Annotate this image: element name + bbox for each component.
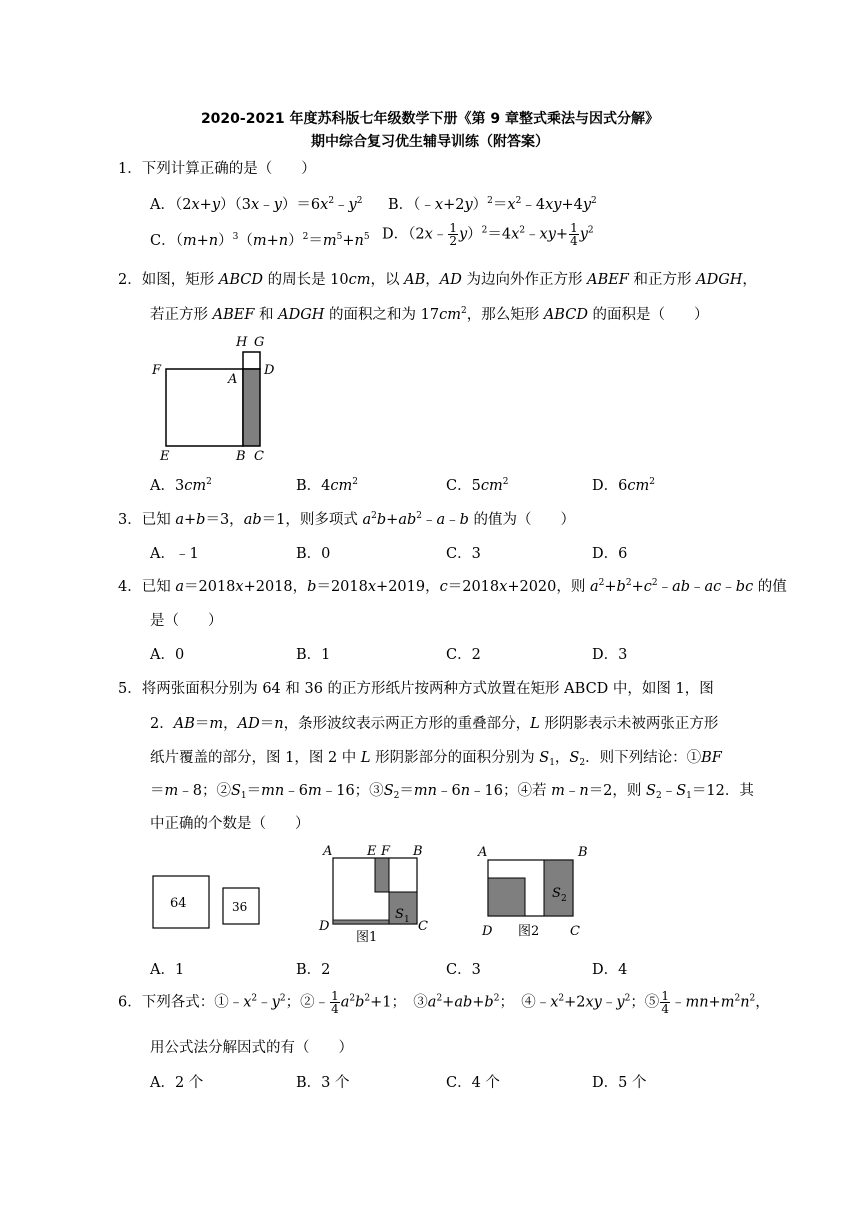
svg-text:1: 1 [404, 915, 410, 925]
svg-text:2: 2 [561, 894, 567, 904]
q6-option-c: C．4 个 [446, 1075, 500, 1091]
label-f: F [152, 363, 162, 378]
doc-title-line1: 2020-2021 年度苏科版七年级数学下册《第 9 章整式乘法与因式分解》 [200, 111, 660, 127]
q1-option-a: A．$(2x+y)(3x﹣y)=6x^2﹣y^2$ [150, 196, 363, 213]
q2-option-a: A．$3cm^2$ [150, 477, 212, 494]
label-c: C [254, 449, 264, 464]
q5-line5: 中正确的个数是（ ） [150, 816, 310, 832]
q4-option-c: C．2 [446, 647, 481, 663]
q5-option-d: D．4 [592, 962, 628, 978]
q2-line2: 若正方形 ABEF 和 ADGH 的面积之和为 $17cm^2$，那么矩形 ABCD 的面积是（ ） [150, 306, 709, 323]
q2-figure [148, 330, 278, 465]
svg-text:C: C [418, 919, 428, 934]
q5-option-a: A．1 [150, 962, 185, 978]
svg-text:C: C [570, 924, 580, 939]
q3-option-c: C．3 [446, 546, 481, 562]
q2-option-c: C．$5cm^2$ [446, 477, 509, 494]
q5-figures [148, 838, 748, 950]
svg-text:B: B [578, 845, 588, 860]
q4-option-b: B．1 [296, 647, 331, 663]
q4-option-a: A．0 [150, 647, 185, 663]
svg-text:S: S [395, 907, 404, 922]
q2-line1: 2．如图，矩形 ABCD 的周长是 10cm，以 AB，AD 为边向外作正方形 ABEF 和正方形 ADGH， [118, 272, 757, 288]
svg-text:A: A [323, 844, 333, 859]
svg-text:D: D [482, 924, 493, 939]
q4-stem: 4．已知 a＝2018x+2018，b＝2018x+2019，c＝2018x+2020，则 $a^2+b^2+c^2﹣ab﹣ac﹣bc$ 的值 [118, 578, 787, 595]
svg-text:D: D [319, 919, 330, 934]
q5-line3: 纸片覆盖的部分，图 1，图 2 中 L 形阴影部分的面积分别为 $S_1$，$S_2$．则下列结论：①BF [150, 750, 722, 768]
q3-option-a: A．﹣1 [150, 546, 199, 562]
q5-option-b: B．2 [296, 962, 331, 978]
fig1-caption: 图1 [356, 930, 378, 945]
q5-line4: ＝m﹣8；$②S_1=mn﹣6m﹣16$；$③S_2=mn﹣6n﹣16$；④若 m﹣n＝2，则 $S_2﹣S_1=12$．其 [150, 783, 754, 801]
q4-option-d: D．3 [592, 647, 628, 663]
q6-option-a: A．2 个 [150, 1075, 204, 1091]
q5-line2: 2．AB＝m，AD＝n，条形波纹表示两正方形的重叠部分，L 形阴影表示未被两张正方形 [150, 716, 719, 732]
doc-title-line2: 期中综合复习优生辅导训练（附答案） [311, 134, 549, 150]
q6-option-b: B．3 个 [296, 1075, 350, 1091]
label-g: G [254, 335, 265, 350]
q1-option-d: D．（2x﹣ $\frac{1}{2}$ $y)^2=4x^2﹣xy+$ $\frac{1}{4}$ $y^2$ [382, 221, 594, 248]
q1-option-b: B．$(﹣x+2y)^2=x^2﹣4xy+4y^2$ [388, 196, 597, 213]
svg-text:F: F [381, 844, 391, 859]
q1-stem: 1．下列计算正确的是（ ） [118, 161, 316, 177]
svg-text:A: A [478, 845, 488, 860]
q2-option-d: D．$6cm^2$ [592, 477, 655, 494]
svg-text:B: B [413, 844, 423, 859]
figure-2 [477, 845, 588, 939]
svg-text:S: S [552, 886, 561, 901]
square-36-label: 36 [232, 900, 248, 914]
q5-line1: 5．将两张面积分别为 64 和 36 的正方形纸片按两种方式放置在矩形 ABCD 中，如图 1，图 [118, 681, 714, 697]
q5-option-c: C．3 [446, 962, 481, 978]
q6-stem: 6．下列各式：$①﹣x^2﹣y^2$；②﹣ $\frac{1}{4}$ $a^2b^2+1$； $③a^2+ab+b^2$； $④﹣x^2+2xy﹣y^2$；⑤ $\frac{1}{4}$ $﹣mn+m^2n^2$， [118, 989, 770, 1016]
q6-option-d: D．5 个 [592, 1075, 647, 1091]
q2-option-b: B．$4cm^2$ [296, 477, 358, 494]
square-64-label: 64 [170, 896, 187, 911]
label-e: E [160, 449, 170, 464]
svg-text:E: E [367, 844, 377, 859]
label-b: B [236, 449, 246, 464]
figure-1 [318, 844, 428, 945]
q6-line2: 用公式法分解因式的有（ ） [150, 1040, 353, 1056]
label-a: A [228, 372, 238, 387]
q3-option-d: D．6 [592, 546, 628, 562]
q3-stem: 3．已知 a+b＝3，ab＝1，则多项式 $a^2b+ab^2﹣a﹣b$ 的值为（ ） [118, 511, 576, 528]
q1-option-c: C．$(m+n)^3(m+n)^2=m^5+n^5$ [150, 232, 370, 249]
q3-option-b: B．0 [296, 546, 331, 562]
label-d: D [264, 363, 275, 378]
label-h: H [236, 335, 248, 350]
q4-line2: 是（ ） [150, 613, 223, 629]
fig2-caption: 图2 [518, 924, 540, 939]
